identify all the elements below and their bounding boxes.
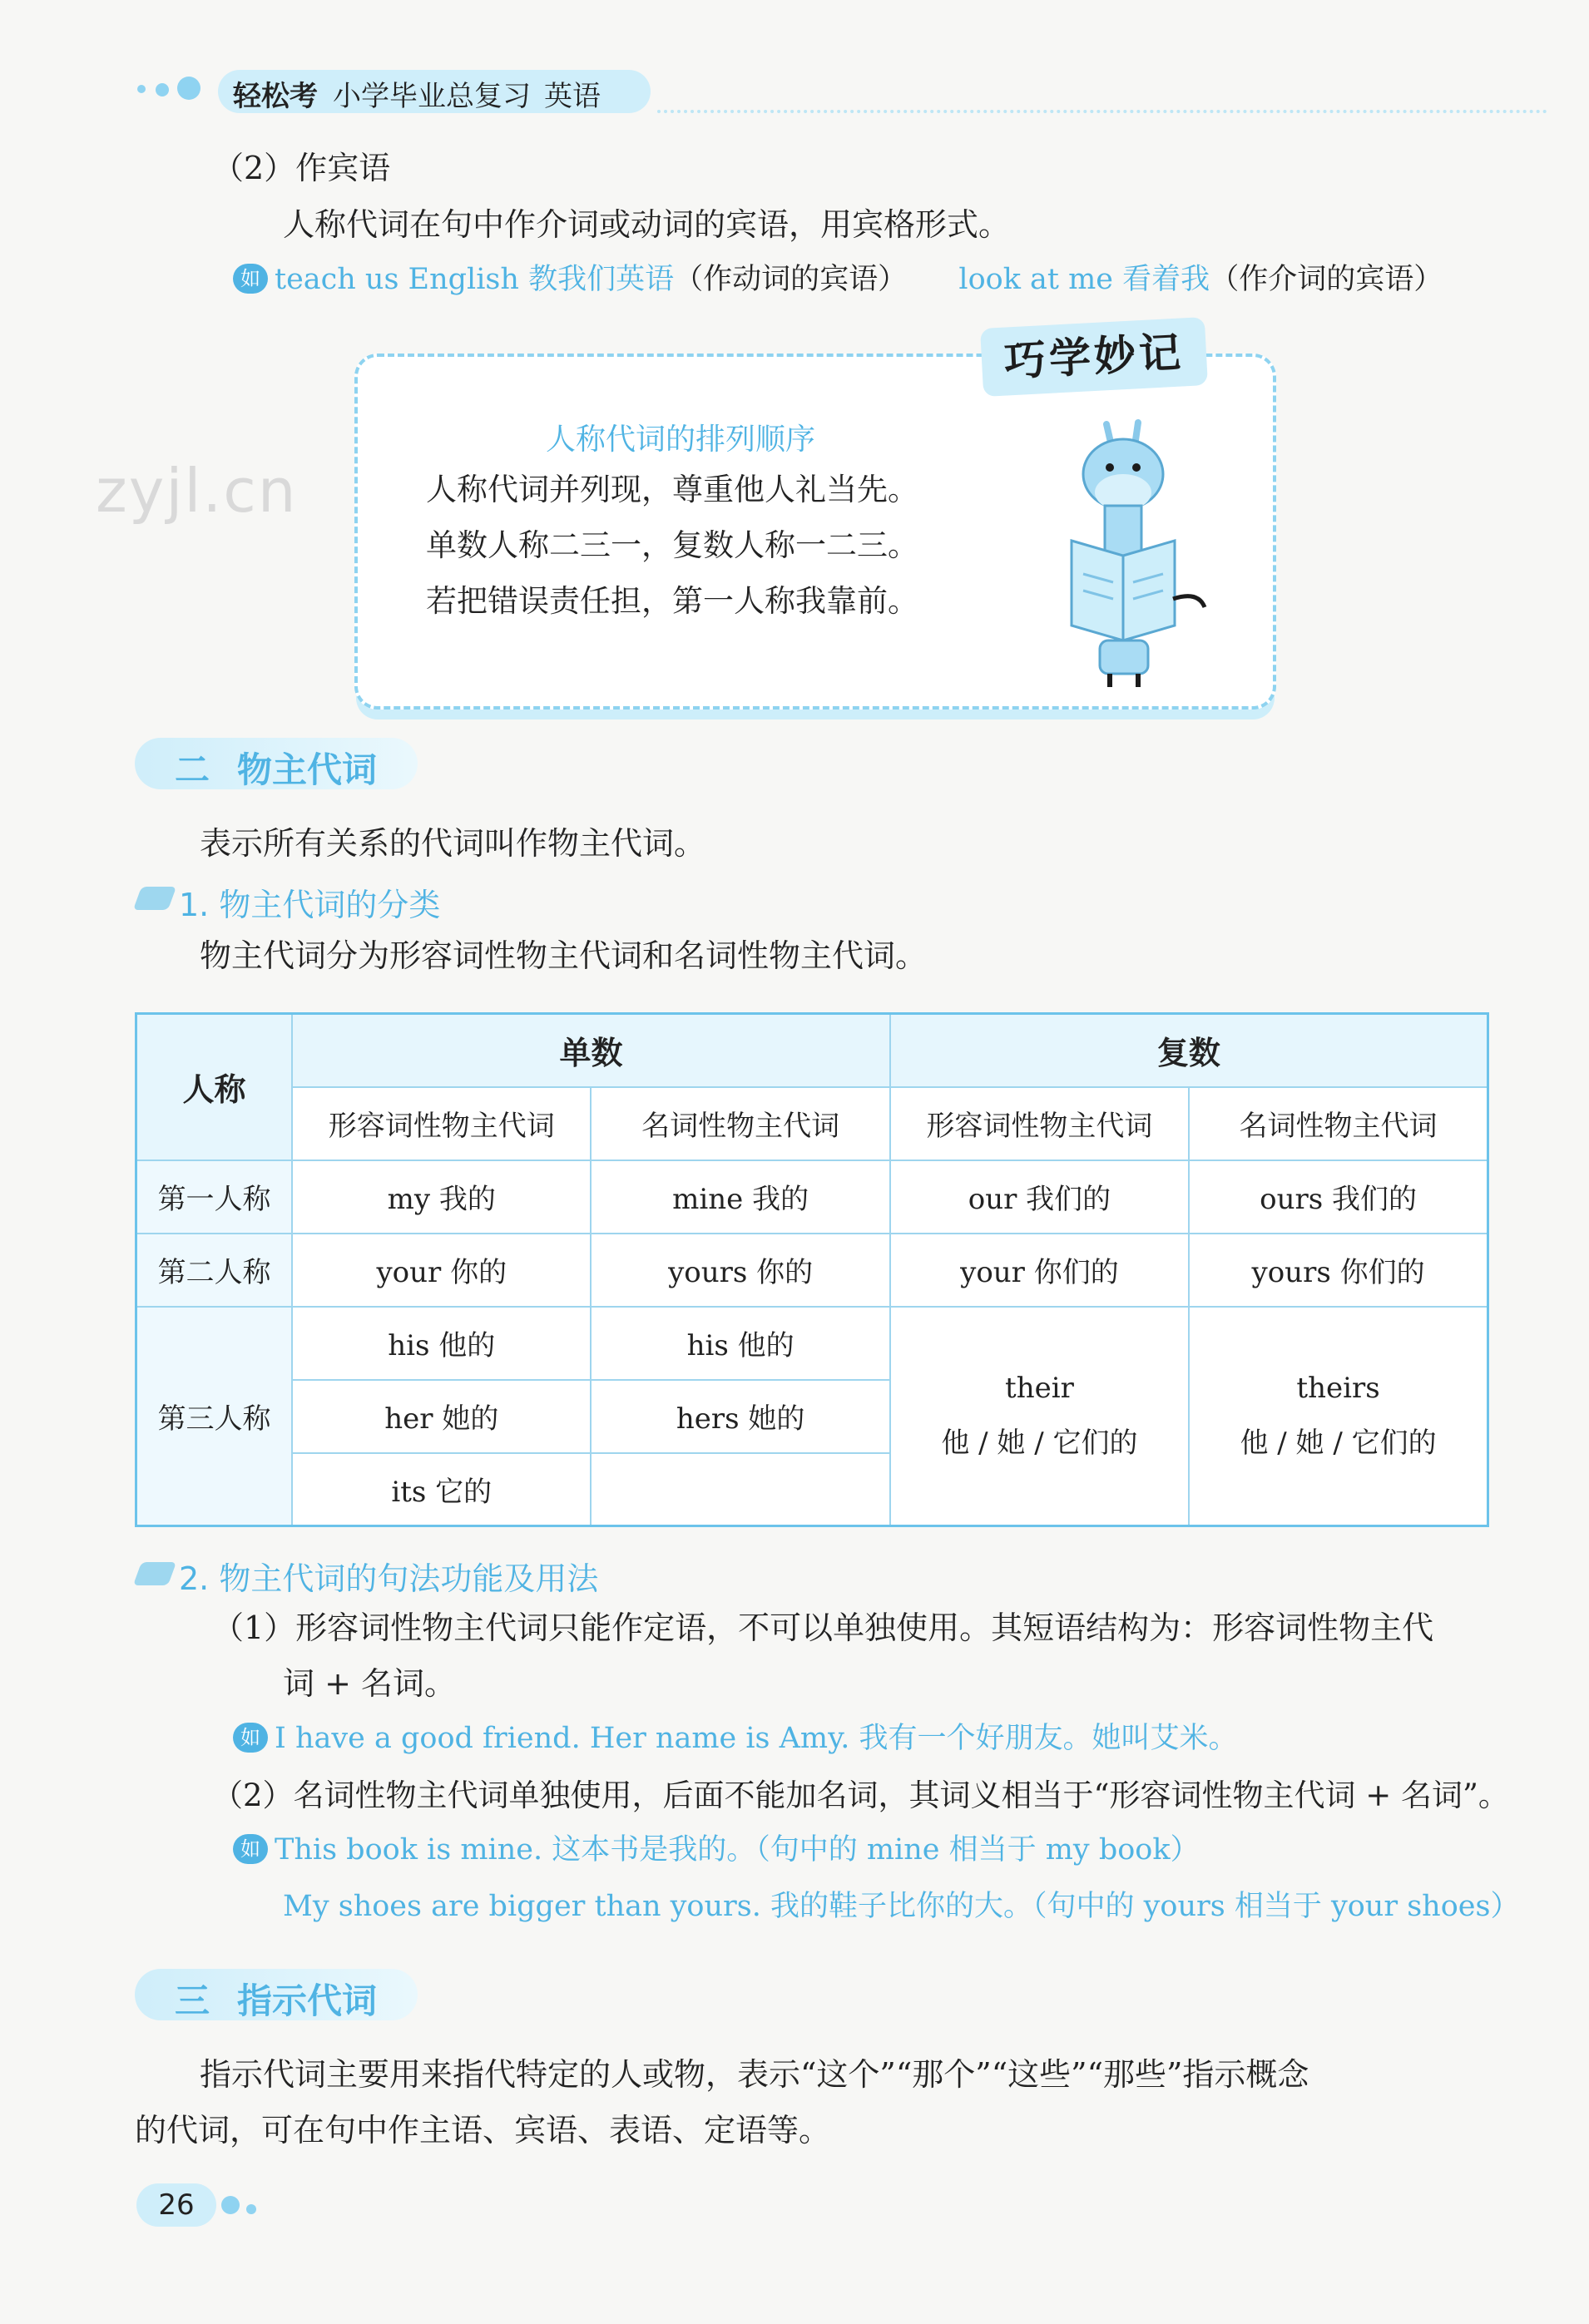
example-icon: 如 bbox=[233, 264, 268, 294]
header-brand: 轻松考 bbox=[233, 80, 318, 113]
theirs-cn: 他 / 她 / 它们的 bbox=[1240, 1426, 1437, 1460]
header-plural-adj: 形容词性物主代词 bbox=[890, 1087, 1189, 1160]
header-plural: 复数 bbox=[890, 1014, 1488, 1087]
section-2-title: 物主代词 bbox=[237, 749, 378, 790]
cell: his 他的 bbox=[591, 1307, 889, 1380]
cell: yours 你的 bbox=[591, 1234, 889, 1307]
possessive-pronoun-table bbox=[135, 1012, 1489, 1527]
header-singular-noun: 名词性物主代词 bbox=[591, 1087, 889, 1160]
usage-1-example-text: I have a good friend. Her name is Amy. 我有一个好朋友。她叫艾米。 bbox=[275, 1722, 1238, 1755]
table-row bbox=[136, 1234, 1488, 1307]
usage-2-example-1-text: This book is mine. 这本书是我的。（句中的 mine 相当于 my book） bbox=[275, 1833, 1200, 1867]
section-2-number: 二 bbox=[175, 749, 210, 790]
section-3-title: 指示代词 bbox=[237, 1980, 378, 2021]
table-row bbox=[136, 1307, 1488, 1380]
example-icon: 如 bbox=[233, 1834, 268, 1864]
page-number: 26 bbox=[136, 2183, 216, 2227]
cell-empty bbox=[591, 1453, 889, 1526]
object-case-heading: （2）作宾语 bbox=[212, 150, 391, 186]
cell: mine 我的 bbox=[591, 1160, 889, 1234]
giraffe-reading-illustration bbox=[1057, 416, 1223, 690]
example-1-cn: 教我们英语 bbox=[528, 263, 675, 296]
cell-theirs bbox=[1189, 1307, 1488, 1526]
memory-line-3: 若把错误责任担，第一人称我靠前。 bbox=[426, 583, 918, 619]
their-en: their bbox=[1005, 1371, 1074, 1405]
section-3-line-1: 指示代词主要用来指代特定的人或物，表示“这个”“那个”“这些”“那些”指示概念 bbox=[200, 2056, 1309, 2093]
example-2-en: look at me bbox=[958, 263, 1114, 296]
usage-1-line-1: （1）形容词性物主代词只能作定语，不可以单独使用。其短语结构为：形容词性物主代 bbox=[212, 1609, 1434, 1646]
footer-dot bbox=[246, 2204, 256, 2214]
cell: my 我的 bbox=[292, 1160, 591, 1234]
cell: ours 我们的 bbox=[1189, 1160, 1488, 1234]
watermark: zyjl.cn bbox=[96, 456, 298, 526]
row-person: 第一人称 bbox=[136, 1160, 293, 1234]
memory-tip-tag: 巧学妙记 bbox=[980, 317, 1208, 397]
table-row bbox=[136, 1160, 1488, 1234]
usage-2-line: （2）名词性物主代词单独使用，后面不能加名词，其词义相当于“形容词性物主代词 + 名词”。 bbox=[212, 1778, 1509, 1813]
subsection-1-title: 1. 物主代词的分类 bbox=[179, 887, 441, 923]
header-singular: 单数 bbox=[292, 1014, 890, 1087]
cell: your 你们的 bbox=[890, 1234, 1189, 1307]
header-singular-adj: 形容词性物主代词 bbox=[292, 1087, 591, 1160]
usage-2-example-1 bbox=[233, 1832, 1200, 1870]
cell-their bbox=[890, 1307, 1189, 1526]
subsection-2-title: 2. 物主代词的句法功能及用法 bbox=[179, 1560, 599, 1597]
section-3-line-2: 的代词，可在句中作主语、宾语、表语、定语等。 bbox=[135, 2112, 831, 2148]
example-1-note: （作动词的宾语） bbox=[674, 263, 908, 296]
cell: hers 她的 bbox=[591, 1380, 889, 1453]
memory-tip-title: 人称代词的排列顺序 bbox=[546, 423, 816, 457]
usage-2-example-2: My shoes are bigger than yours. 我的鞋子比你的大。（句中的 yours 相当于 your shoes） bbox=[283, 1890, 1520, 1923]
cell: our 我们的 bbox=[890, 1160, 1189, 1234]
memory-line-1: 人称代词并列现，尊重他人礼当先。 bbox=[426, 472, 918, 507]
header-subject: 英语 bbox=[544, 80, 601, 113]
example-2-cn: 看着我 bbox=[1122, 263, 1210, 296]
header-dotted-line bbox=[657, 110, 1547, 113]
book-icon bbox=[133, 887, 176, 910]
theirs-en: theirs bbox=[1296, 1371, 1380, 1405]
header-plural-noun: 名词性物主代词 bbox=[1189, 1087, 1488, 1160]
cell: his 他的 bbox=[292, 1307, 591, 1380]
cell: its 它的 bbox=[292, 1453, 591, 1526]
example-icon: 如 bbox=[233, 1723, 268, 1753]
cell: her 她的 bbox=[292, 1380, 591, 1453]
footer-dot bbox=[221, 2196, 240, 2214]
their-cn: 他 / 她 / 它们的 bbox=[941, 1426, 1138, 1460]
subsection-1-desc: 物主代词分为形容词性物主代词和名词性物主代词。 bbox=[200, 937, 928, 974]
row-person: 第三人称 bbox=[136, 1307, 293, 1526]
header-title bbox=[233, 73, 614, 114]
example-2-note: （作介词的宾语） bbox=[1210, 263, 1443, 296]
usage-1-example bbox=[233, 1720, 1237, 1758]
header-person: 人称 bbox=[136, 1014, 293, 1160]
example-1-en: teach us English bbox=[275, 263, 519, 296]
object-case-examples bbox=[233, 261, 1443, 299]
row-person: 第二人称 bbox=[136, 1234, 293, 1307]
cell: your 你的 bbox=[292, 1234, 591, 1307]
section-3-number: 三 bbox=[175, 1980, 210, 2021]
section-2-intro: 表示所有关系的代词叫作物主代词。 bbox=[200, 825, 706, 862]
header-series: 小学毕业总复习 bbox=[333, 80, 531, 113]
memory-line-2: 单数人称二三一，复数人称一二三。 bbox=[426, 527, 918, 563]
cell: yours 你们的 bbox=[1189, 1234, 1488, 1307]
usage-1-line-2: 词 + 名词。 bbox=[283, 1665, 456, 1702]
book-icon bbox=[133, 1562, 176, 1585]
object-case-desc: 人称代词在句中作介词或动词的宾语，用宾格形式。 bbox=[283, 206, 1011, 243]
